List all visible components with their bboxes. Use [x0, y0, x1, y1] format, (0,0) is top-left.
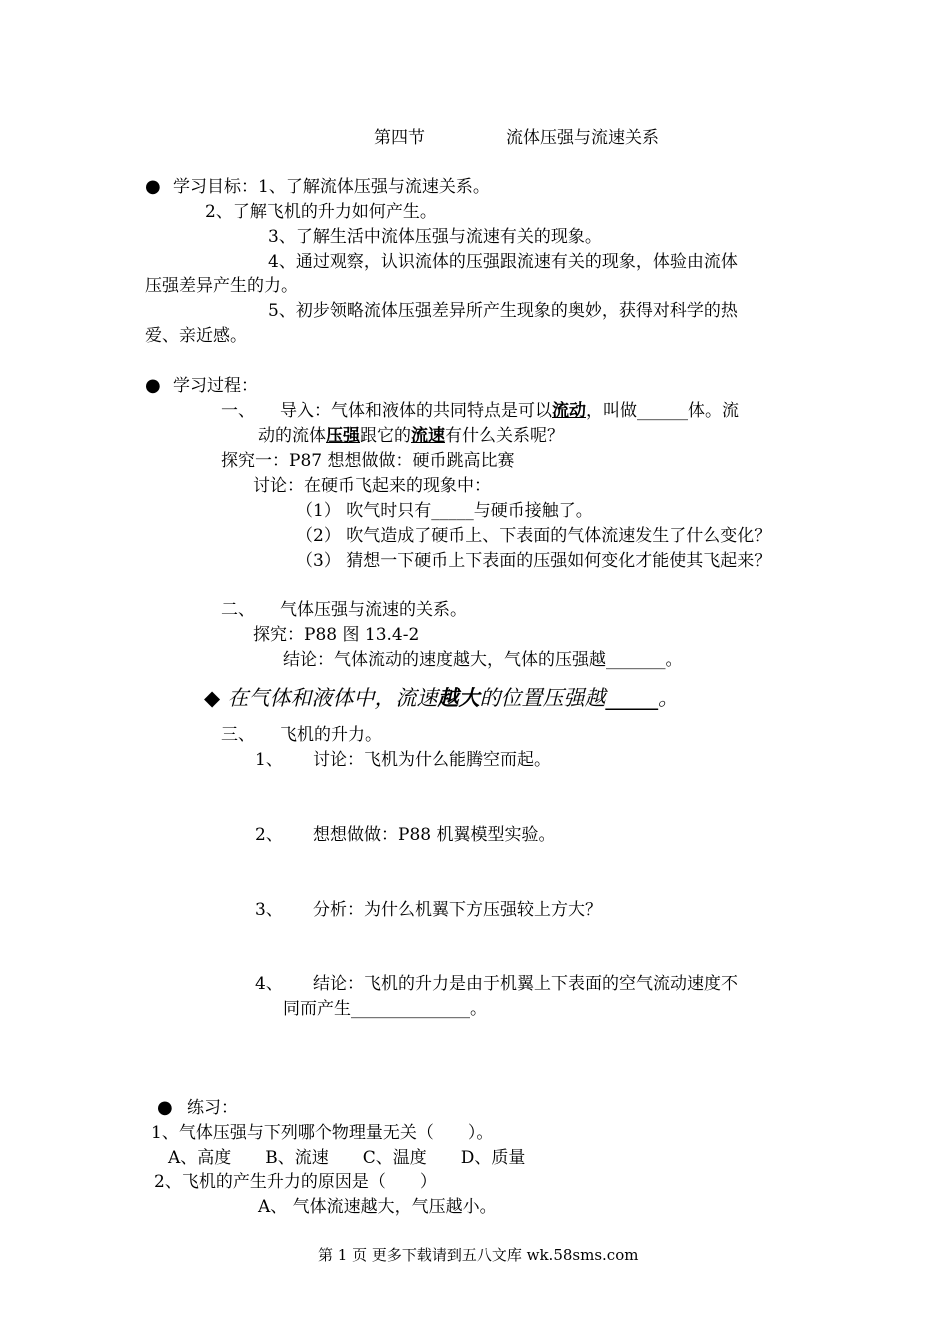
question-3: （3） 猜想一下硬币上下表面的压强如何变化才能使其飞起来？	[296, 551, 772, 571]
bullet-icon: ●	[145, 176, 161, 197]
process-label: 学习过程：	[173, 376, 258, 396]
part-1-line-a	[280, 399, 739, 423]
key-text-c: 的位置压强越_____。	[479, 686, 679, 710]
step-4-text: 结论：飞机的升力是由于机翼上下表面的空气流动速度不	[313, 974, 738, 994]
part-1-number: 一、	[221, 401, 255, 421]
step-4-number: 4、	[255, 974, 283, 994]
keyword-flow: 流动	[552, 401, 586, 421]
intro-text-5: 有什么关系呢？	[445, 426, 564, 446]
goal-5a: 5、初步领略流体压强差异所产生现象的奥妙，获得对科学的热	[268, 301, 738, 321]
intro-text-3: 动的流体	[258, 426, 326, 446]
step-1-text: 讨论：飞机为什么能腾空而起。	[313, 750, 551, 770]
practice-label: 练习：	[187, 1098, 238, 1118]
step-4-continued: 同而产生______________。	[283, 999, 487, 1019]
practice-question-2-option-a: A、 气体流速越大，气压越小。	[258, 1197, 497, 1217]
keyword-speed: 流速	[411, 426, 445, 446]
goal-1: 1、了解流体压强与流速关系。	[258, 177, 490, 197]
page-footer: 第 1 页 更多下载请到五八文库 wk.58sms.com	[318, 1246, 639, 1264]
intro-text-4: 跟它的	[360, 426, 411, 446]
step-3-text: 分析：为什么机翼下方压强较上方大？	[313, 900, 602, 920]
part-3-title: 飞机的升力。	[280, 725, 382, 745]
step-2-text: 想想做做：P88 机翼模型实验。	[313, 825, 556, 845]
section-number: 第四节	[374, 128, 425, 148]
goal-3: 3、了解生活中流体压强与流速有关的现象。	[268, 227, 602, 247]
part-2-number: 二、	[221, 600, 255, 620]
intro-text: 导入：气体和液体的共同特点是可以	[280, 401, 552, 421]
key-text-b: 越大	[437, 686, 480, 710]
page-title: 流体压强与流速关系	[506, 128, 659, 148]
step-3-number: 3、	[255, 900, 283, 920]
key-text-a: 在气体和液体中，流速	[227, 686, 438, 710]
goal-5b: 爱、亲近感。	[145, 326, 247, 346]
discussion: 讨论：在硬币飞起来的现象中：	[253, 476, 491, 496]
step-1-number: 1、	[255, 750, 283, 770]
step-2-number: 2、	[255, 825, 283, 845]
goals-label: 学习目标：	[173, 177, 258, 197]
practice-question-2: 2、飞机的产生升力的原因是（ ）	[154, 1172, 437, 1192]
bullet-icon: ●	[145, 375, 161, 396]
conclusion-1: 结论：气体流动的速度越大，气体的压强越_______。	[283, 650, 683, 670]
goals-line-1	[173, 175, 490, 199]
explore-2: 探究：P88 图 13.4-2	[253, 625, 420, 645]
bullet-icon: ●	[157, 1097, 173, 1118]
keyword-pressure: 压强	[326, 426, 360, 446]
part-3-number: 三、	[221, 725, 255, 745]
goal-4b: 压强差异产生的力。	[145, 276, 298, 296]
key-point	[204, 684, 679, 712]
practice-question-1: 1、气体压强与下列哪个物理量无关（ ）。	[151, 1123, 494, 1143]
practice-question-1-options: A、高度 B、流速 C、温度 D、质量	[168, 1148, 526, 1168]
part-1-line-b	[258, 424, 564, 448]
goal-2: 2、了解飞机的升力如何产生。	[205, 202, 437, 222]
question-2: （2） 吹气造成了硬币上、下表面的气体流速发生了什么变化？	[296, 526, 772, 546]
question-1: （1） 吹气时只有_____与硬币接触了。	[296, 501, 593, 521]
goal-4a: 4、通过观察，认识流体的压强跟流速有关的现象，体验由流体	[268, 252, 738, 272]
explore-1: 探究一：P87 想想做做：硬币跳高比赛	[221, 451, 515, 471]
part-2-title: 气体压强与流速的关系。	[280, 600, 467, 620]
diamond-icon: ◆	[204, 686, 221, 710]
intro-text-2: ，叫做______体。流	[586, 401, 739, 421]
